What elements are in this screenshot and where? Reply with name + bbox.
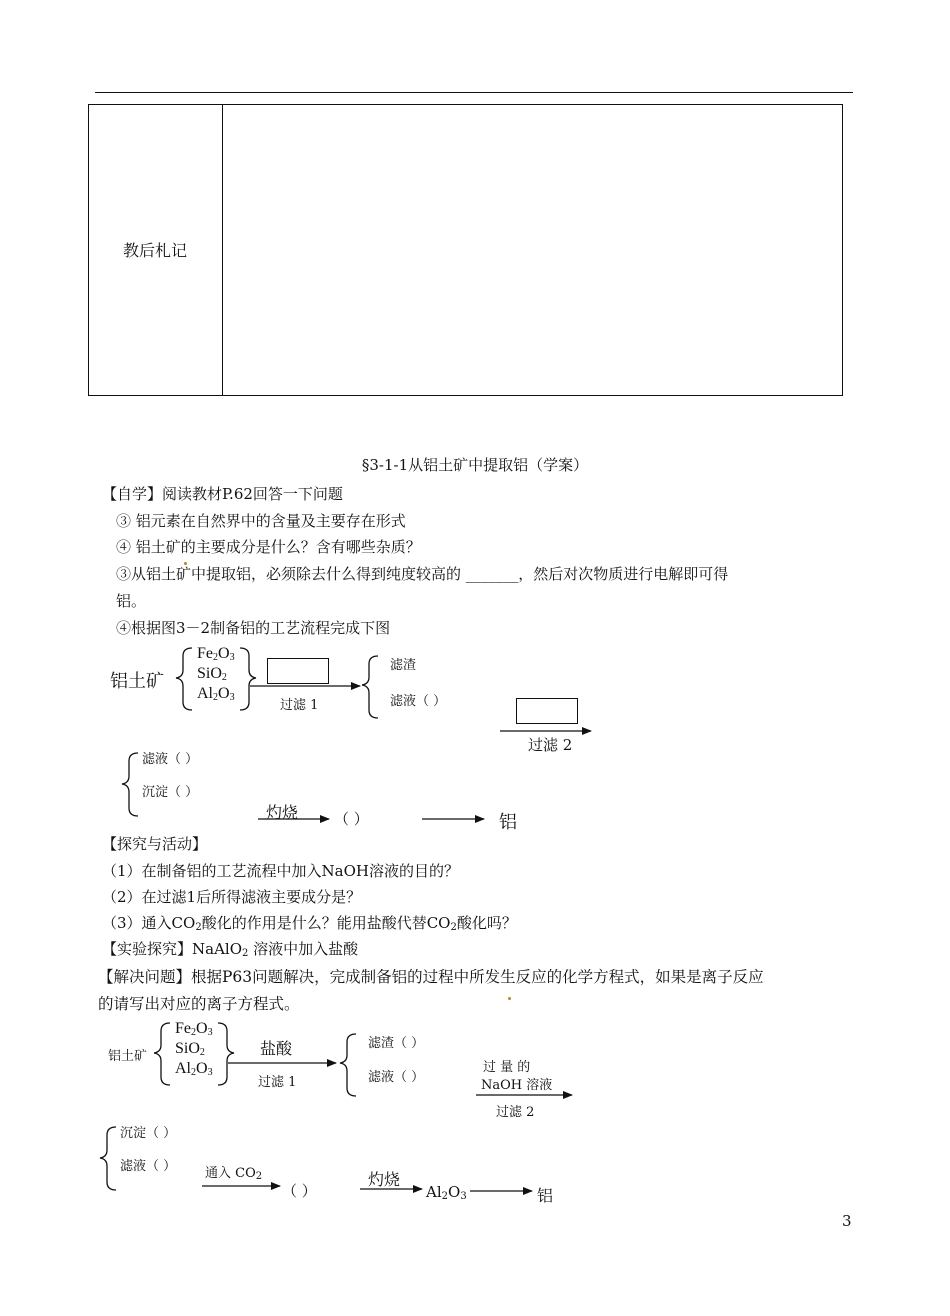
flow2-precipitate: 沉淀（ ） bbox=[120, 1126, 177, 1141]
flow1-al2o3: $Al_2O_3$ bbox=[197, 685, 235, 703]
flow2-co2-label: 通入 $CO_2$ bbox=[205, 1166, 263, 1182]
flow1-sio2: SiO$_2$ bbox=[197, 665, 227, 683]
solve-line1: 【解决问题】根据P63问题解决，完成制备铝的过程中所发生反应的化学方程式，如果是离子反应 bbox=[98, 968, 764, 986]
flow1-filter1-label: 过滤 1 bbox=[280, 698, 319, 713]
flow2-fe2o3: $Fe_2O_3$ bbox=[175, 1020, 213, 1038]
explore-q2: （2）在过滤1后所得滤液主要成分是？ bbox=[102, 888, 362, 906]
flow1-filter2-label: 过滤 2 bbox=[528, 736, 573, 754]
page-number: 3 bbox=[842, 1212, 852, 1230]
flow2-bottom-brace bbox=[100, 1127, 116, 1190]
flow1-left-brace bbox=[176, 648, 192, 710]
flow1-precipitate: 沉淀（ ） bbox=[142, 785, 199, 800]
flow2-filtrate: 滤液（ ） bbox=[368, 1070, 425, 1085]
flow1-reagent-box bbox=[267, 658, 329, 684]
flow2-naoh-label: NaOH 溶液 bbox=[481, 1078, 553, 1093]
flow2-ore: 铝土矿 bbox=[108, 1049, 148, 1064]
self-study-q2: ④ 铝土矿的主要成分是什么？含有哪些杂质？ bbox=[116, 538, 421, 556]
notes-table-divider bbox=[222, 104, 223, 396]
explore-q1: （1）在制备铝的工艺流程中加入NaOH溶液的目的？ bbox=[102, 862, 459, 880]
flow1-residue: 滤渣 bbox=[390, 658, 417, 673]
flow1-reagent-box-2 bbox=[516, 698, 578, 724]
flow1-split-brace bbox=[362, 656, 378, 718]
flow1-right-brace bbox=[240, 648, 256, 710]
flow1-bottom-brace bbox=[122, 753, 138, 816]
flow1-aluminum: 铝 bbox=[499, 812, 517, 833]
flow2-right-brace bbox=[218, 1023, 234, 1085]
explore-q3: （3）通入$CO_2$酸化的作用是什么？能用盐酸代替$CO_2$酸化吗？ bbox=[102, 914, 517, 933]
solve-line2: 的请写出对应的离子方程式。 bbox=[98, 995, 300, 1013]
self-study-q1: ③ 铝元素在自然界中的含量及主要存在形式 bbox=[116, 512, 406, 530]
flow2-filter2-label: 过滤 2 bbox=[496, 1105, 535, 1120]
header-rule bbox=[95, 92, 853, 93]
mark-dot bbox=[186, 546, 187, 565]
flow2-product-blank: （ ） bbox=[282, 1182, 317, 1200]
self-study-title: 【自学】阅读教材P.62回答一下问题 bbox=[102, 485, 343, 503]
flow2-aluminum: 铝 bbox=[537, 1186, 554, 1205]
self-study-q3-line2: 铝。 bbox=[116, 592, 147, 610]
self-study-q4: ④根据图3－2制备铝的工艺流程完成下图 bbox=[116, 619, 391, 637]
flow2-al2o3: $Al_2O_3$ bbox=[175, 1060, 213, 1078]
flow2-acid-label: 盐酸 bbox=[260, 1039, 293, 1058]
notes-table-label: 教后札记 bbox=[122, 241, 187, 260]
flow1-fe2o3: $Fe_2O_3$ bbox=[197, 645, 235, 663]
flow2-split-brace bbox=[340, 1034, 356, 1096]
flow2-sio2: SiO$_2$ bbox=[175, 1040, 205, 1058]
flow1-filtrate2: 滤液（ ） bbox=[142, 752, 199, 767]
flow2-calcine-label: 灼烧 bbox=[368, 1170, 401, 1189]
flow2-filtrate2: 滤液（ ） bbox=[120, 1159, 177, 1174]
flow2-residue: 滤渣（ ） bbox=[368, 1036, 425, 1051]
flow1-filtrate: 滤液（ ） bbox=[390, 694, 447, 709]
flow2-excess-label: 过 量 的 bbox=[483, 1060, 531, 1075]
flow2-left-brace bbox=[154, 1023, 170, 1085]
flow1-ore: 铝土矿 bbox=[110, 671, 164, 692]
flow2-alumina: $Al_2O_3$ bbox=[426, 1183, 467, 1202]
mark-dot bbox=[510, 981, 511, 1000]
flow1-calcine-label: 灼烧 bbox=[266, 803, 299, 822]
self-study-q3-line1: ③从铝土矿中提取铝，必须除去什么得到纯度较高的 _______，然后对次物质进行电解即可得 bbox=[116, 565, 729, 583]
explore-title: 【探究与活动】 bbox=[102, 835, 208, 853]
flow2-filter1-label: 过滤 1 bbox=[258, 1075, 297, 1090]
section-heading: §3-1-1从铝土矿中提取铝（学案） bbox=[361, 456, 589, 474]
flow1-product-blank: （ ） bbox=[334, 810, 369, 828]
experiment-title: 【实验探究】NaAlO$_2$ 溶液中加入盐酸 bbox=[102, 940, 359, 959]
